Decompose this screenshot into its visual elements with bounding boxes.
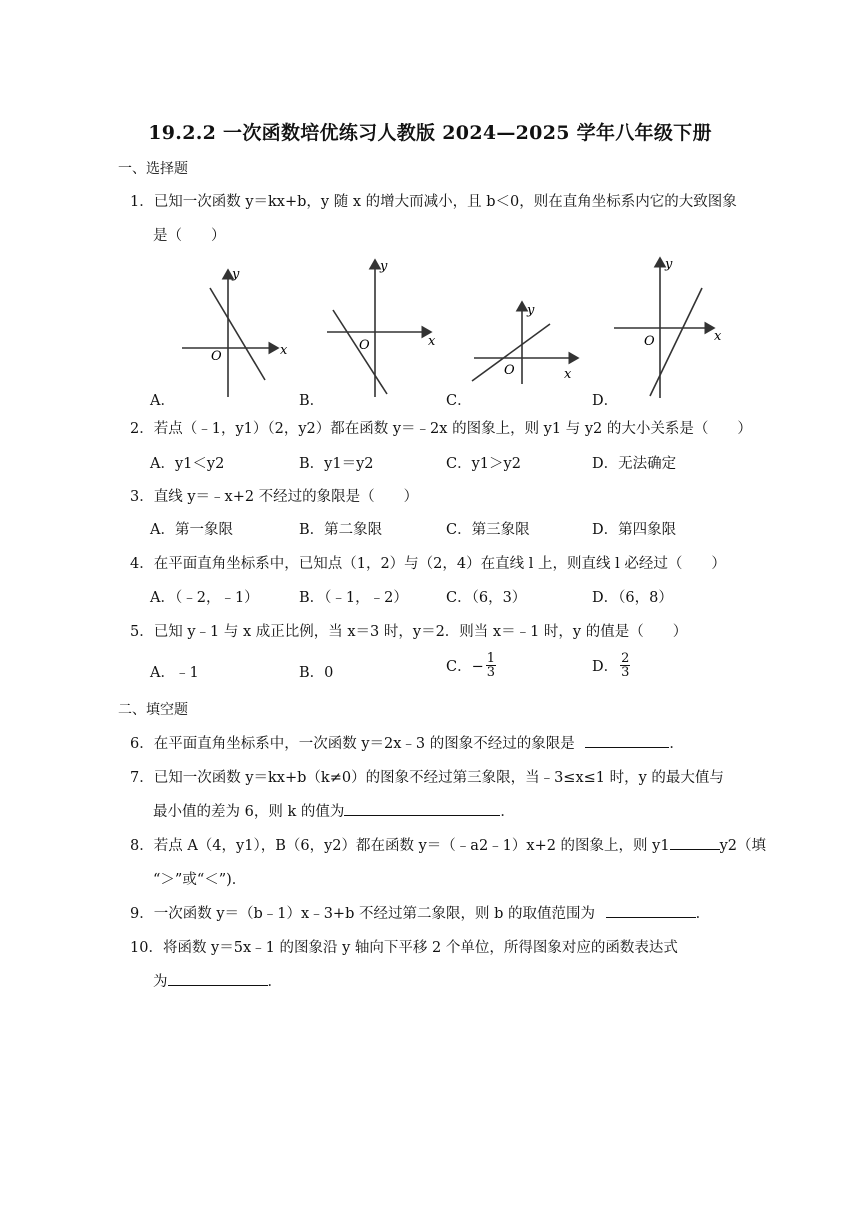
y-label: y xyxy=(527,303,535,318)
question-1-line-2: 是（ ） xyxy=(153,228,226,244)
x-label: x xyxy=(428,334,436,349)
question-7-text: 最小值的差为 6，则 k 的值为 xyxy=(153,804,345,820)
page-title: 19.2.2 一次函数培优练习人教版 2024—2025 学年八年级下册 xyxy=(148,122,712,144)
question-9-text: 9．一次函数 y＝（b﹣1）x﹣3+b 不经过第二象限，则 b 的取值范围为 xyxy=(130,906,595,922)
q5-option-c-prefix: C．− xyxy=(446,659,484,675)
function-line xyxy=(210,288,265,380)
question-8-text-b: y2（填 xyxy=(719,838,766,854)
origin-label: O xyxy=(359,338,370,353)
question-8-text-a: 8．若点 A（4，y1），B（6，y2）都在函数 y＝（﹣a2﹣1）x+2 的图象上，则 y1 xyxy=(130,838,670,854)
q5-option-c xyxy=(446,652,496,679)
frac-denominator: 3 xyxy=(621,665,630,680)
question-7-line-2 xyxy=(153,800,515,821)
graph-c xyxy=(470,296,585,386)
q5-option-d xyxy=(592,652,630,679)
q3-option-c: C．第三象限 xyxy=(446,522,530,538)
question-10-text: 为 xyxy=(153,974,168,990)
q1-option-d: D． xyxy=(592,393,619,409)
q5-option-d-prefix: D． xyxy=(592,659,619,675)
question-6-end: ． xyxy=(669,736,684,752)
question-9 xyxy=(130,902,710,923)
question-7-line-1: 7．已知一次函数 y＝kx+b（k≠0）的图象不经过第三象限，当﹣3≤x≤1 时，y 的最大值与 xyxy=(130,770,724,786)
q2-option-d: D．无法确定 xyxy=(592,456,677,472)
q4-option-a: A．（﹣2，﹣1） xyxy=(150,590,259,606)
frac-denominator: 3 xyxy=(486,665,496,680)
origin-label: O xyxy=(644,334,655,349)
q1-option-c: C． xyxy=(446,393,472,409)
q4-option-d: D．（6，8） xyxy=(592,590,673,606)
answer-blank[interactable] xyxy=(585,735,669,748)
question-4-line-1: 4．在平面直角坐标系中，已知点（1，2）与（2，4）在直线 l 上，则直线 l 必经过（ ） xyxy=(130,556,726,572)
q1-option-b: B． xyxy=(299,393,325,409)
frac-numerator: 2 xyxy=(621,651,630,666)
q3-option-b: B．第二象限 xyxy=(299,522,383,538)
question-10-end: ． xyxy=(267,974,282,990)
section-heading-fill: 二、填空题 xyxy=(118,702,188,718)
question-5-line-1: 5．已知 y﹣1 与 x 成正比例，当 x＝3 时，y＝2．则当 x＝﹣1 时，y 的值是（ ） xyxy=(130,624,688,640)
question-1-line-1: 1．已知一次函数 y＝kx+b，y 随 x 的增大而减小，且 b＜0，则在直角坐标系内它的大致图象 xyxy=(130,194,737,210)
graph-d xyxy=(610,252,728,402)
x-label: x xyxy=(564,367,572,382)
section-heading-choice: 一、选择题 xyxy=(118,161,188,177)
question-10-line-1: 10．将函数 y＝5x﹣1 的图象沿 y 轴向下平移 2 个单位，所得图象对应的函数表达式 xyxy=(130,940,678,956)
question-2-line-1: 2．若点（﹣1，y1）（2，y2）都在函数 y＝﹣2x 的图象上，则 y1 与 y2 的大小关系是（ ） xyxy=(130,421,752,437)
graph-a xyxy=(180,262,290,402)
question-6-text: 6．在平面直角坐标系中，一次函数 y＝2x﹣3 的图象不经过的象限是 xyxy=(130,736,575,752)
q3-option-d: D．第四象限 xyxy=(592,522,677,538)
x-label: x xyxy=(714,329,722,344)
question-8-line-2: “＞”或“＜”)． xyxy=(153,872,247,888)
frac-numerator: 1 xyxy=(486,651,496,666)
answer-blank[interactable] xyxy=(670,837,720,850)
q2-option-a: A．y1＜y2 xyxy=(150,456,225,472)
y-label: y xyxy=(380,259,388,274)
q3-option-a: A．第一象限 xyxy=(150,522,233,538)
question-10-line-2 xyxy=(153,970,282,991)
fraction-two-thirds xyxy=(620,652,630,679)
y-label: y xyxy=(665,257,673,272)
q5-option-b: B．0 xyxy=(299,665,334,681)
x-label: x xyxy=(280,343,288,358)
answer-blank[interactable] xyxy=(344,803,500,816)
fraction-one-third xyxy=(486,652,496,679)
answer-blank[interactable] xyxy=(606,905,696,918)
q1-option-a: A． xyxy=(150,393,175,409)
q2-option-b: B．y1＝y2 xyxy=(299,456,374,472)
answer-blank[interactable] xyxy=(168,973,268,986)
q4-option-c: C．（6，3） xyxy=(446,590,527,606)
question-8-line-1 xyxy=(130,834,766,855)
graph-b xyxy=(325,252,440,402)
q5-option-a: A．﹣1 xyxy=(150,665,199,681)
question-9-end: ． xyxy=(695,906,711,922)
function-line xyxy=(650,288,702,396)
origin-label: O xyxy=(211,349,222,364)
q2-option-c: C．y1＞y2 xyxy=(446,456,521,472)
question-6 xyxy=(130,732,684,753)
q4-option-b: B．（﹣1，﹣2） xyxy=(299,590,408,606)
question-3-line-1: 3．直线 y＝﹣x+2 不经过的象限是（ ） xyxy=(130,489,419,505)
y-label: y xyxy=(232,267,240,282)
origin-label: O xyxy=(504,363,515,378)
question-7-end: ． xyxy=(500,804,515,820)
